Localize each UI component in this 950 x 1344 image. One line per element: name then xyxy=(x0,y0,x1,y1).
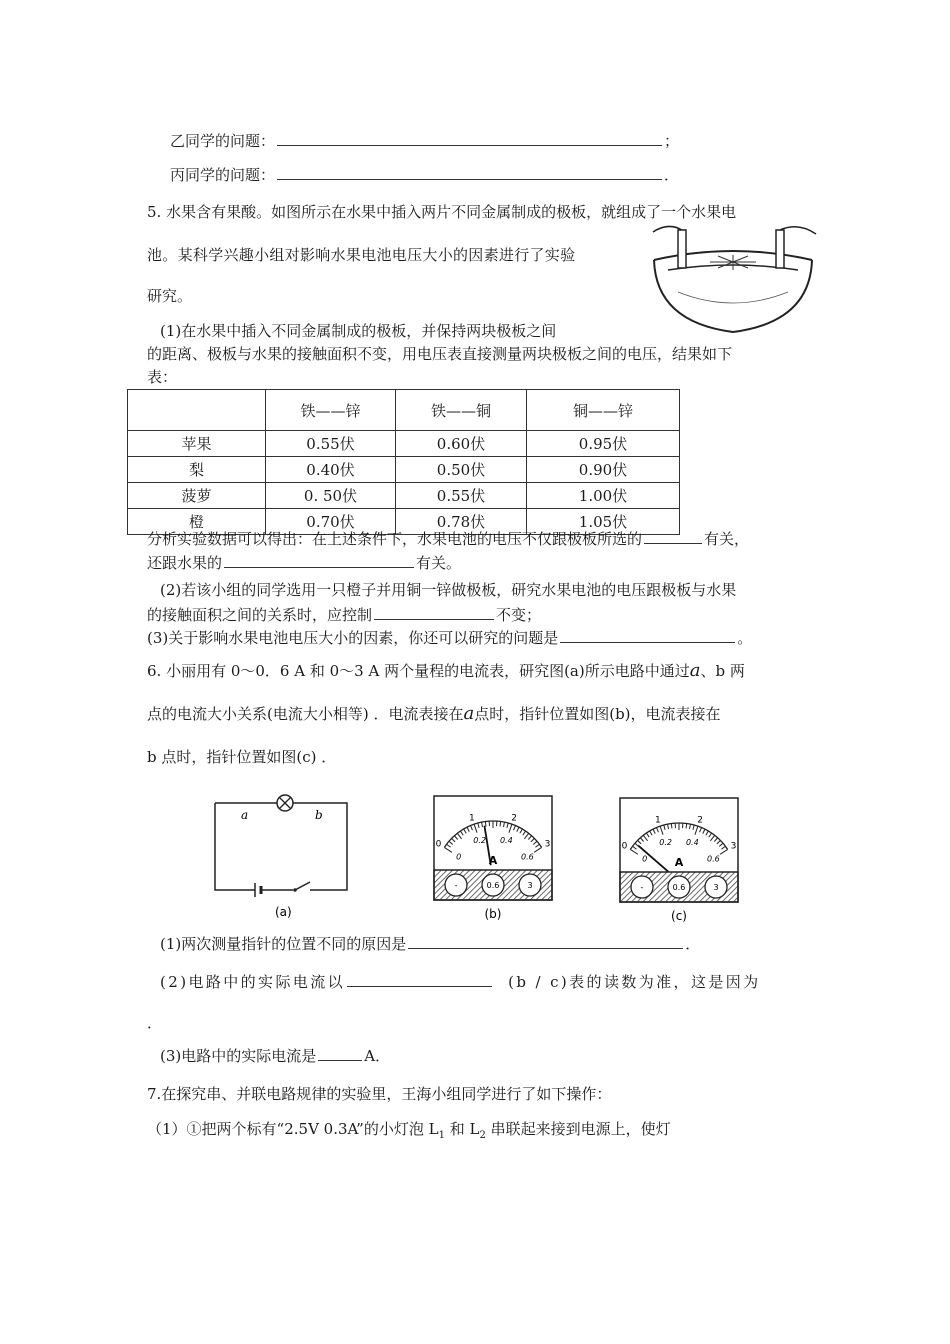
q4-bing-line: 丙同学的问题： ． xyxy=(170,166,680,184)
ammeter-figure-b xyxy=(432,794,554,924)
meter-top-label: 2 xyxy=(511,813,518,824)
q5-p3-line: (3)关于影响水果电池电压大小的因素，你还可以研究的问题是 。 xyxy=(147,629,753,647)
q4-bing-blank[interactable] xyxy=(277,178,662,180)
q5-p2-line2: 的接触面积之间的关系时，应控制 不变； xyxy=(147,606,542,624)
table-cell: 0.78伏 xyxy=(396,509,527,535)
q5-blank-question[interactable] xyxy=(560,641,735,643)
meter-terminal-label: 0.6 xyxy=(486,881,500,890)
q6-line1: 6. 小丽用有 0～0．6 A 和 0～3 A 两个量程的电流表，研究图(a)所示电路中通过a、b 两 xyxy=(147,660,745,681)
table-cell: 0.55伏 xyxy=(266,431,396,457)
voltage-table xyxy=(127,389,680,535)
meter-terminal-label: 3 xyxy=(527,881,533,890)
table-header-cell: 铁——锌 xyxy=(266,390,396,431)
meter-top-label: 1 xyxy=(468,813,475,824)
battery-icon xyxy=(255,883,293,897)
q4-yi-line: 乙同学的问题： ； xyxy=(170,132,680,150)
ammeter-figure-c xyxy=(618,796,740,926)
q4-yi-label: 乙同学的问题： xyxy=(170,132,276,150)
q5-p2-line1: (2)若该小组的同学选用一只橙子并用铜一锌做极板，研究水果电池的电压跟极板与水果 xyxy=(160,581,737,599)
table-cell: 0. 50伏 xyxy=(266,483,396,509)
meter-tick xyxy=(500,822,501,827)
bulb-icon xyxy=(277,795,293,811)
table-cell: 1.05伏 xyxy=(527,509,680,535)
meter-top-label: 1 xyxy=(654,815,661,826)
q6-s3: (3)电路中的实际电流是 A． xyxy=(160,1047,391,1065)
q5-p1-line2: 的距离、极板与水果的接触面积不变，用电压表直接测量两块极板之间的电压，结果如下 xyxy=(147,345,733,363)
point-a-label: a xyxy=(241,808,249,822)
circuit-figure-a xyxy=(205,785,355,920)
table-header-cell xyxy=(128,390,266,431)
meter-top-label: 3 xyxy=(730,841,737,852)
meter-unit-label: A xyxy=(488,854,498,867)
q6-s2-end: ． xyxy=(147,1014,163,1032)
table-cell: 0.40伏 xyxy=(266,457,396,483)
table-cell: 0.90伏 xyxy=(527,457,680,483)
meter-top-label: 0 xyxy=(435,839,442,850)
meter-bottom-label: 0.6 xyxy=(521,852,534,862)
table-cell: 苹果 xyxy=(128,431,266,457)
q5-line3: 研究。 xyxy=(147,287,193,305)
table-cell: 0.50伏 xyxy=(396,457,527,483)
table-cell: 1.00伏 xyxy=(527,483,680,509)
table-row xyxy=(128,431,680,457)
meter-bottom-label: 0.6 xyxy=(707,854,720,864)
q7-line2: （1）①把两个标有“2.5V 0.3A”的小灯泡 $L_1$ 和 $L_2$ 串联起来接到电源上，使灯 xyxy=(147,1120,671,1141)
meter-top-label: 2 xyxy=(697,815,704,826)
meter-bottom-label: 0 xyxy=(642,854,648,864)
q4-bing-label: 丙同学的问题： xyxy=(170,166,276,184)
q5-analysis-line1: 分析实验数据可以得出：在上述条件下，水果电池的电压不仅跟极板所选的 有关， xyxy=(147,530,750,548)
q5-analysis-line2: 还跟水果的 有关。 xyxy=(147,554,462,572)
meter-bottom-label: 0.4 xyxy=(685,838,699,848)
q6-s1: (1)两次测量指针的位置不同的原因是 ． xyxy=(160,935,701,953)
q6-s2: (2)电路中的实际电流以 (b / c)表的读数为准，这是因为 xyxy=(160,973,761,991)
q5-blank-fruit[interactable] xyxy=(224,566,414,568)
q5-p1-line3: 表： xyxy=(147,368,178,386)
q6-line2: 点的电流大小关系(电流大小相等) ．电流表接在a点时，指针位置如图(b)，电流表接在 xyxy=(147,703,721,724)
q7-line1: 7.在探究串、并联电路规律的实验里，王海小组同学进行了如下操作： xyxy=(147,1085,612,1103)
fruit-battery-figure xyxy=(648,222,818,337)
table-cell: 0.55伏 xyxy=(396,483,527,509)
table-cell: 橙 xyxy=(128,509,266,535)
meter-caption: (c) xyxy=(671,909,687,923)
table-cell: 0.70伏 xyxy=(266,509,396,535)
meter-terminal-label: 0.6 xyxy=(672,883,686,892)
table-header-cell: 铁——铜 xyxy=(396,390,527,431)
table-header-cell: 铜——锌 xyxy=(527,390,680,431)
meter-unit-label: A xyxy=(674,856,684,869)
table-cell: 菠萝 xyxy=(128,483,266,509)
meter-terminal-label: 3 xyxy=(713,883,719,892)
table-row xyxy=(128,483,680,509)
meter-bottom-label: 0.2 xyxy=(473,836,487,846)
q6-line3: b 点时，指针位置如图(c) ． xyxy=(147,748,337,766)
meter-terminal-label: - xyxy=(454,881,458,890)
switch-icon xyxy=(293,882,310,892)
table-cell: 0.95伏 xyxy=(527,431,680,457)
meter-tick xyxy=(671,824,672,829)
q6-blank-reason[interactable] xyxy=(408,947,683,949)
q6-blank-current[interactable] xyxy=(318,1059,362,1061)
point-b-label: b xyxy=(315,808,323,822)
q6-blank-meter[interactable] xyxy=(347,985,492,987)
q5-blank-plate[interactable] xyxy=(644,542,702,544)
meter-top-label: 3 xyxy=(544,839,551,850)
table-row xyxy=(128,457,680,483)
meter-bottom-label: 0.4 xyxy=(499,836,513,846)
q4-yi-blank[interactable] xyxy=(277,144,662,146)
meter-bottom-label: 0.2 xyxy=(659,838,673,848)
q5-blank-control[interactable] xyxy=(374,618,494,620)
meter-caption: (b) xyxy=(484,907,502,921)
meter-bottom-label: 0 xyxy=(456,852,462,862)
table-cell: 0.60伏 xyxy=(396,431,527,457)
table-header-row xyxy=(128,390,680,431)
meter-tick xyxy=(686,824,687,829)
caption-a: (a) xyxy=(275,905,292,919)
q5-line2: 池。某科学兴趣小组对影响水果电池电压大小的因素进行了实验 xyxy=(147,246,576,264)
meter-tick xyxy=(485,822,486,827)
meter-top-label: 0 xyxy=(621,841,628,852)
q5-line1: 5. 水果含有果酸。如图所示在水果中插入两片不同金属制成的极板，就组成了一个水果电 xyxy=(147,203,737,221)
q5-p1-line1: (1)在水果中插入不同金属制成的极板，并保持两块极板之间 xyxy=(160,322,557,340)
table-cell: 梨 xyxy=(128,457,266,483)
meter-terminal-label: - xyxy=(640,883,644,892)
